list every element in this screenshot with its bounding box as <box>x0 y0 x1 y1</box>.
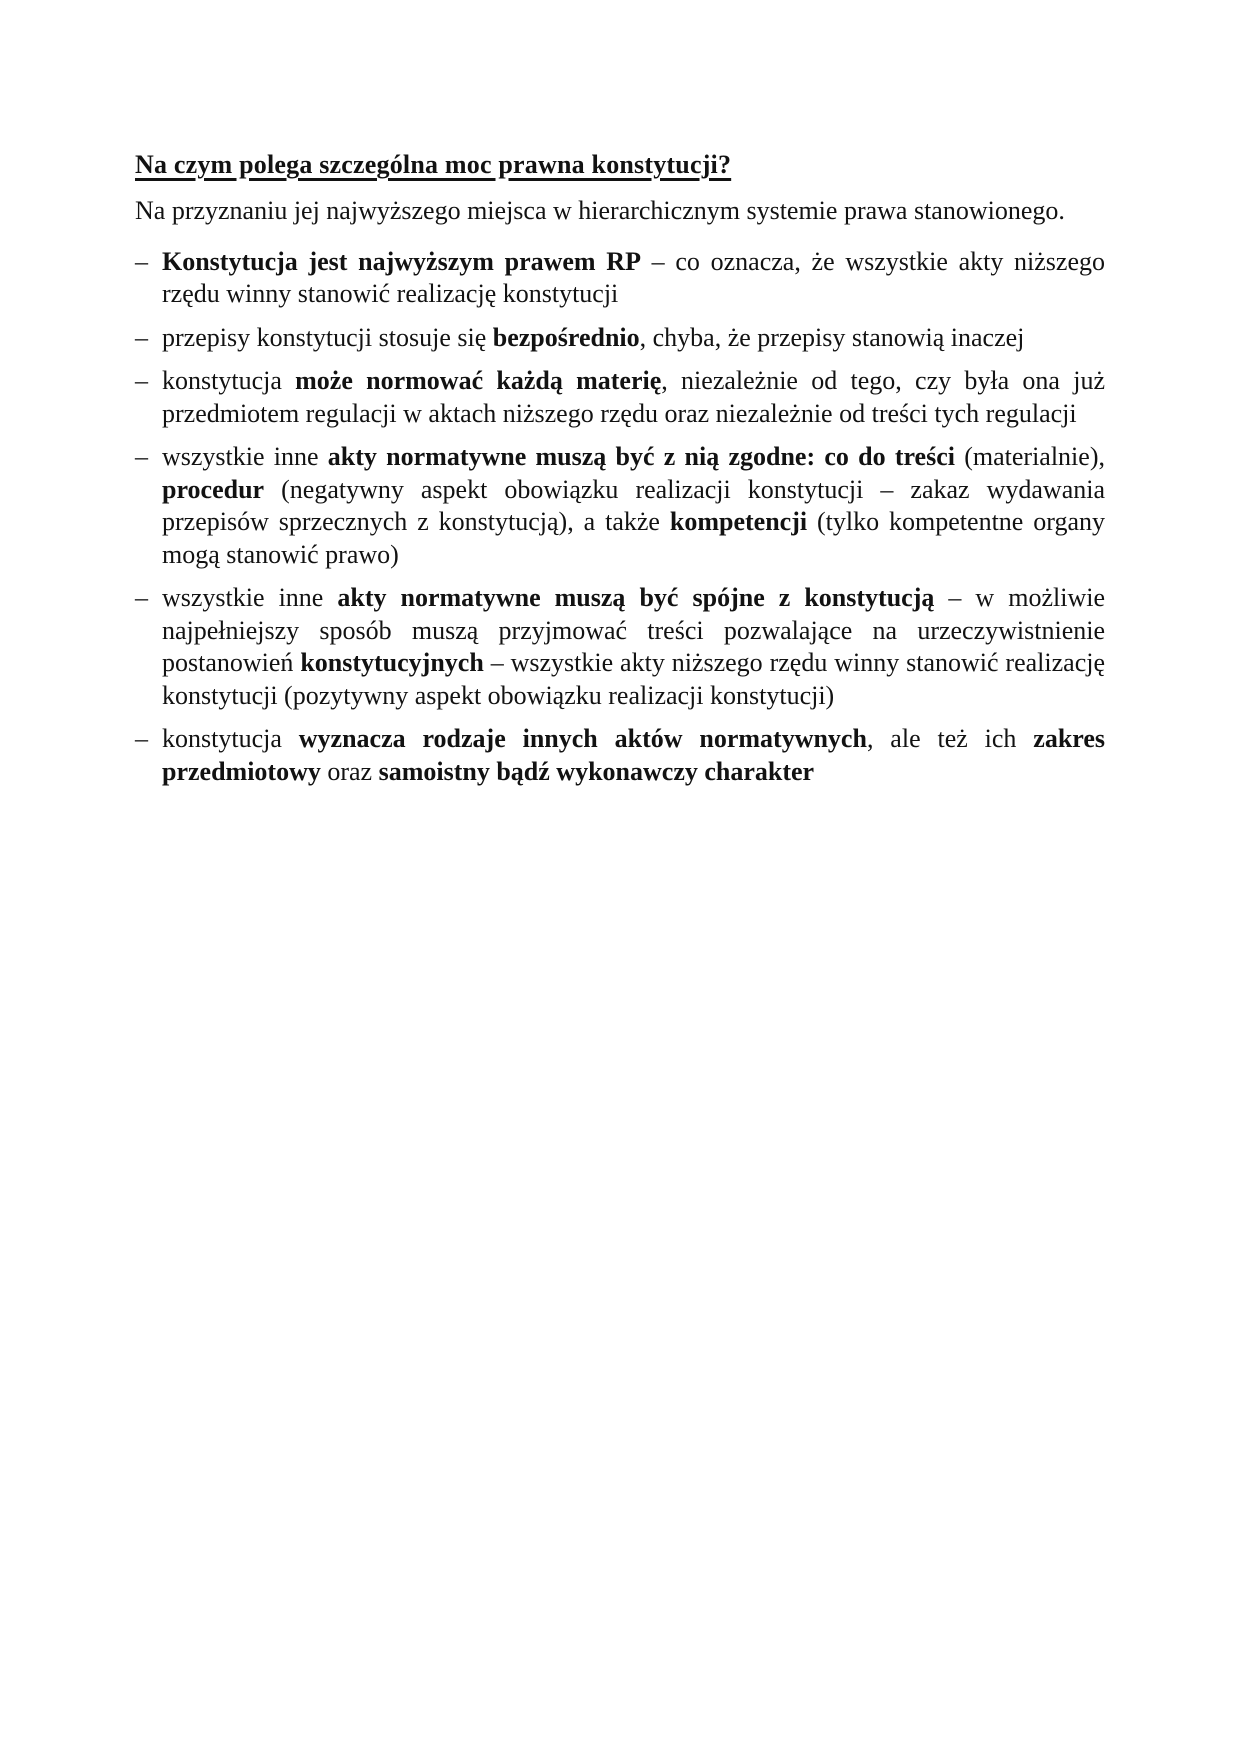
text-run: – wszystkie akty niższego rzędu winny stanowić realizację konstytucji (pozytywny aspekt obowiązku realizacji konstytucji) <box>162 648 1106 710</box>
text-run: – w możliwie najpełniejszy sposób muszą przyjmować treści pozwalające na urzeczywistnienie postanowień <box>162 583 1105 677</box>
bold-text-run: może normować każdą materię <box>295 366 662 395</box>
bullet-text <box>162 365 1105 430</box>
text-run: konstytucja <box>162 724 299 753</box>
text-run: przepisy konstytucji stosuje się <box>162 322 493 352</box>
bullet-text <box>162 723 1105 788</box>
bullet-dash-marker: – <box>135 366 148 395</box>
text-run: , chyba, że przepisy stanowią inaczej <box>639 322 1025 352</box>
text-run: (materialnie), <box>954 442 1105 471</box>
text-run: – co oznacza, że wszystkie akty niższego rzędu winny stanowić realizację konstytucji <box>162 246 1105 308</box>
text-run: oraz <box>320 756 379 786</box>
bold-text-run: zakres przedmiotowy <box>162 724 1106 786</box>
bullet-dash-marker: – <box>135 583 148 612</box>
text-run: wszystkie inne <box>162 583 338 612</box>
page-title <box>135 148 1105 181</box>
intro-paragraph: Na przyznaniu jej najwyższego miejsca w hierarchicznym systemie prawa stanowionego. <box>135 196 1065 225</box>
bullet-item <box>135 365 1105 430</box>
bold-text-run: kompetencji <box>669 507 808 536</box>
text-run: , niezależnie od tego, czy była ona już przedmiotem regulacji w aktach niższego rzędu oraz niezależnie od treści tych regulacji <box>162 366 1105 428</box>
bold-text-run: konstytucyjnych <box>300 648 484 677</box>
bullet-text <box>162 246 1105 311</box>
text-run: (tylko kompetentne organy mogą stanowić prawo) <box>162 507 1105 569</box>
bullet-item <box>135 723 1105 788</box>
bullet-text <box>162 582 1105 712</box>
bullet-text <box>162 441 1105 571</box>
bold-text-run: bezpośrednio <box>492 322 640 352</box>
bullet-dash-marker: – <box>135 246 148 276</box>
bold-text-run: wyznacza rodzaje innych aktów normatywnych <box>298 724 867 753</box>
bold-text-run: Konstytucja jest najwyższym prawem RP <box>162 246 641 276</box>
text-run: , ale też ich <box>866 724 1034 753</box>
page-title-text: Na czym polega szczególna moc prawna konstytucji? <box>135 150 732 179</box>
bullet-list <box>135 246 1105 789</box>
bullet-dash-marker: – <box>135 724 148 753</box>
bold-text-run: akty normatywne muszą być z nią zgodne: co do treści <box>327 442 955 471</box>
bullet-item <box>135 322 1105 355</box>
text-run: wszystkie inne <box>162 442 328 471</box>
bullet-dash-marker: – <box>135 442 148 471</box>
bullet-item <box>135 441 1105 571</box>
bold-text-run: akty normatywne muszą być spójne z konstytucją <box>337 583 935 612</box>
bold-text-run: procedur <box>162 474 265 504</box>
bullet-text <box>162 322 1105 355</box>
bullet-item <box>135 246 1105 311</box>
bold-text-run: samoistny bądź wykonawczy charakter <box>378 756 815 786</box>
text-run: konstytucja <box>162 366 296 395</box>
bullet-item <box>135 582 1105 712</box>
text-run: (negatywny aspekt obowiązku realizacji konstytucji – zakaz wydawania przepisów sprzecznych z konstytucją), a także <box>162 474 1105 536</box>
bullet-dash-marker: – <box>135 322 148 352</box>
